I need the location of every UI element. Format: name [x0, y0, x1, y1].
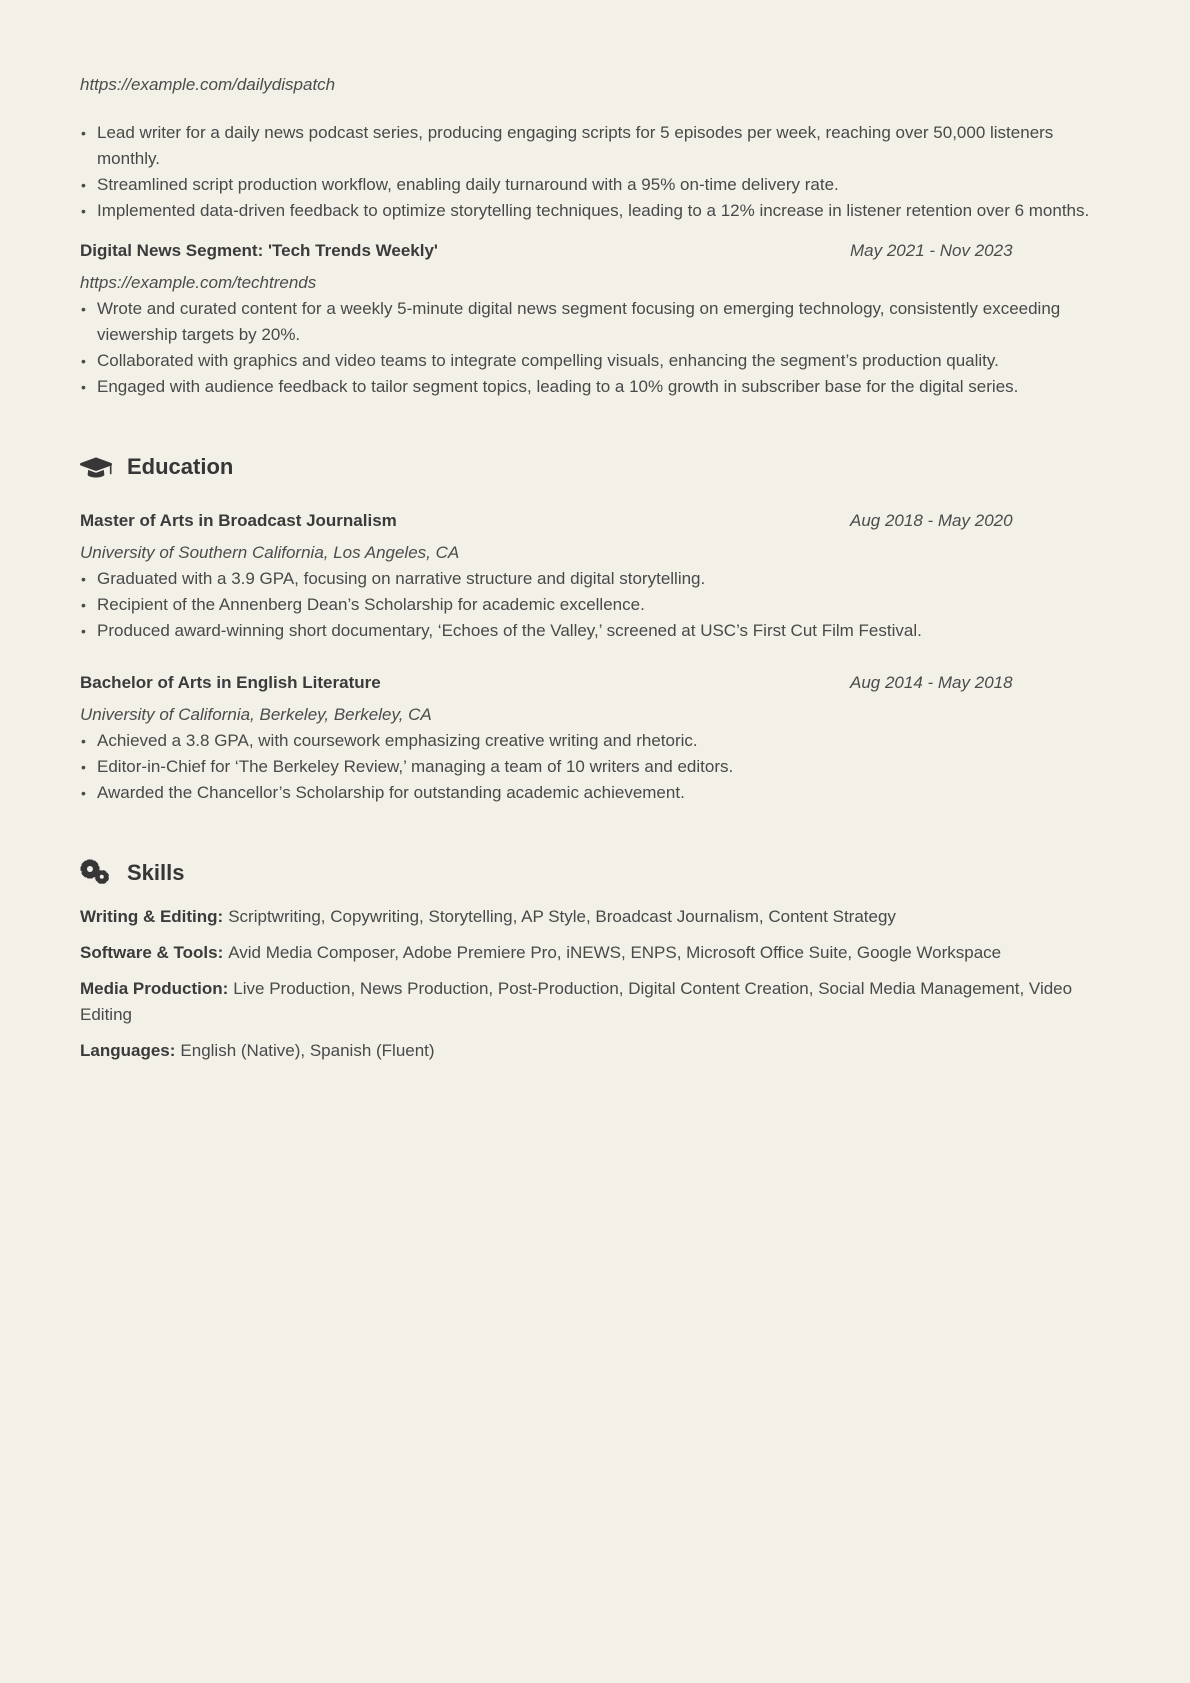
skills-section: [80, 858, 1110, 1064]
bullet-item: • Engaged with audience feedback to tailor segment topics, leading to a 10% growth in subscriber base for the digital series.: [80, 374, 1110, 400]
skill-group-label: Software & Tools:: [80, 943, 224, 962]
skill-group: [80, 940, 1110, 966]
bullet-item: • Editor-in-Chief for ‘The Berkeley Review,’ managing a team of 10 writers and editors.: [80, 754, 1110, 780]
education-section: [80, 452, 1110, 806]
education-bullet-list: [80, 728, 1110, 806]
bullet-item: • Awarded the Chancellor’s Scholarship for outstanding academic achievement.: [80, 780, 1110, 806]
bullet-item: • Implemented data-driven feedback to optimize storytelling techniques, leading to a 12% increase in listener retention over 6 months.: [80, 198, 1110, 224]
bullet-item: • Streamlined script production workflow, enabling daily turnaround with a 95% on-time delivery rate.: [80, 172, 1110, 198]
skill-group-label: Writing & Editing:: [80, 907, 224, 926]
experience-entry-title: Digital News Segment: 'Tech Trends Weekly': [80, 241, 438, 260]
education-degree: Master of Arts in Broadcast Journalism: [80, 511, 397, 530]
bullet-item: • Graduated with a 3.9 GPA, focusing on narrative structure and digital storytelling.: [80, 566, 1110, 592]
gears-icon: [80, 858, 112, 888]
skills-list: [80, 904, 1110, 1064]
skill-group: [80, 976, 1110, 1028]
skill-group: [80, 904, 1110, 930]
education-section-heading: [80, 452, 1110, 482]
bullet-item: • Lead writer for a daily news podcast series, producing engaging scripts for 5 episodes per week, reaching over 50,000 listeners monthly.: [80, 120, 1110, 172]
skill-group-items: English (Native), Spanish (Fluent): [180, 1041, 435, 1060]
bullet-item: • Wrote and curated content for a weekly 5-minute digital news segment focusing on emerging technology, consistently exceeding viewership targets by 20%.: [80, 296, 1110, 348]
education-entry-header: [80, 670, 1110, 696]
education-school: University of California, Berkeley, Berkeley, CA: [80, 705, 432, 724]
education-entry-header: [80, 508, 1110, 534]
graduation-cap-icon: [80, 452, 112, 482]
experience-entry-dates: May 2021 - Nov 2023: [850, 241, 1013, 260]
experience-section: [80, 72, 1110, 400]
skill-group-label: Media Production:: [80, 979, 229, 998]
skill-group-items: Live Production, News Production, Post-Production, Digital Content Creation, Social Media Management, Video Editing: [80, 979, 1073, 1024]
education-degree: Bachelor of Arts in English Literature: [80, 673, 381, 692]
bullet-item: • Collaborated with graphics and video teams to integrate compelling visuals, enhancing the segment’s production quality.: [80, 348, 1110, 374]
skills-heading-label: Skills: [127, 860, 185, 885]
education-entry-dates: Aug 2014 - May 2018: [850, 673, 1013, 692]
education-heading-label: Education: [127, 454, 234, 479]
skills-section-heading: [80, 858, 1110, 888]
education-entry-dates: Aug 2018 - May 2020: [850, 511, 1013, 530]
skill-group-label: Languages:: [80, 1041, 176, 1060]
project-url-dailydispatch[interactable]: https://example.com/dailydispatch: [80, 75, 336, 94]
skill-group-items: Avid Media Composer, Adobe Premiere Pro, iNEWS, ENPS, Microsoft Office Suite, Google Workspace: [228, 943, 1002, 962]
skill-group: [80, 1038, 1110, 1064]
experience-bullet-list: [80, 296, 1110, 400]
education-school: University of Southern California, Los Angeles, CA: [80, 543, 460, 562]
bullet-item: • Recipient of the Annenberg Dean’s Scholarship for academic excellence.: [80, 592, 1110, 618]
project-url-techtrends[interactable]: https://example.com/techtrends: [80, 273, 317, 292]
education-bullet-list: [80, 566, 1110, 644]
experience-entry-header: [80, 238, 1110, 264]
experience-bullet-list: [80, 120, 1110, 224]
skill-group-items: Scriptwriting, Copywriting, Storytelling, AP Style, Broadcast Journalism, Content Strategy: [228, 907, 896, 926]
bullet-item: • Achieved a 3.8 GPA, with coursework emphasizing creative writing and rhetoric.: [80, 728, 1110, 754]
bullet-item: • Produced award-winning short documentary, ‘Echoes of the Valley,’ screened at USC’s First Cut Film Festival.: [80, 618, 1110, 644]
